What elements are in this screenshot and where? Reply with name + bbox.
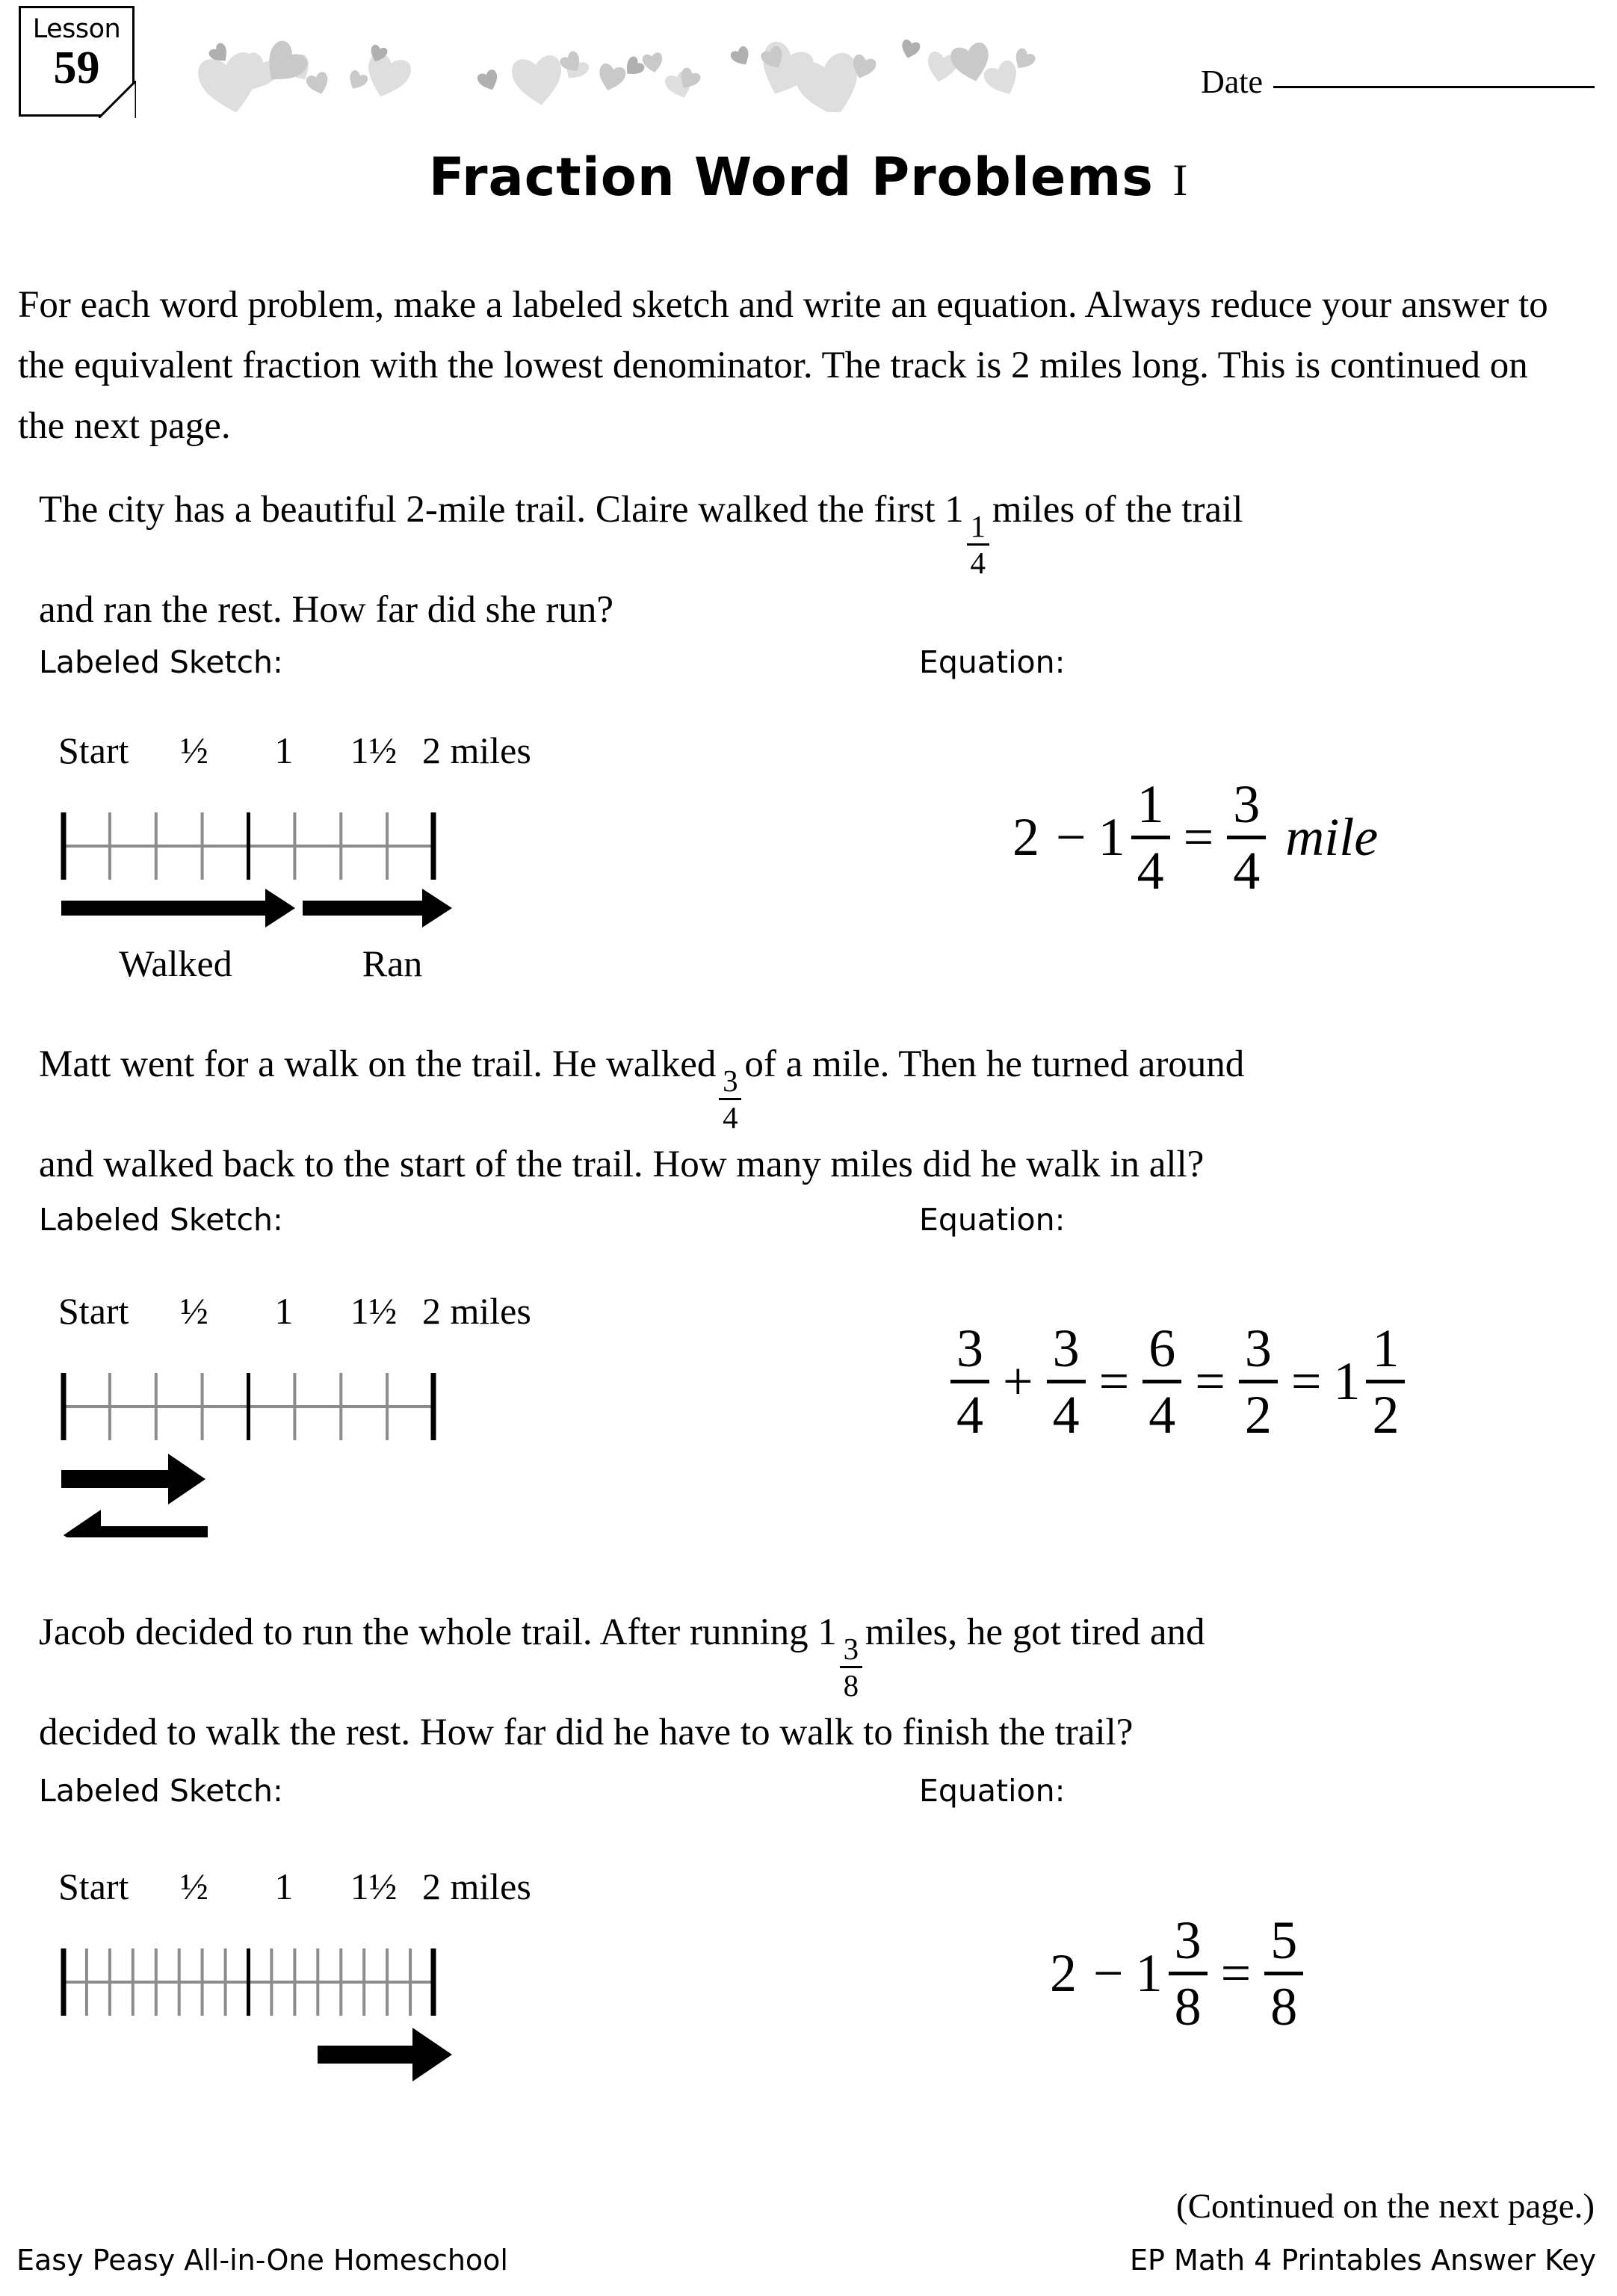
nl2-label-one-and-half: 1½ (350, 1290, 398, 1332)
problem-1-line1a: The city has a beautiful 2-mile trail. Claire walked the first 1 (39, 489, 964, 531)
date-field[interactable] (1201, 63, 1595, 101)
problem-2-equation-label: Equation: (919, 1202, 1066, 1238)
nl3-label-half: ½ (180, 1866, 208, 1907)
page-title-numeral: I (1172, 155, 1189, 205)
eq1-mixed-whole: 1 (1098, 807, 1125, 867)
lesson-badge-word: Lesson (32, 14, 121, 44)
problem-3-equation-label: Equation: (919, 1773, 1066, 1809)
nl2-label-half: ½ (180, 1290, 208, 1332)
eq2-plus-operator: + (1003, 1351, 1033, 1411)
problem-1-ran-label: Ran (362, 942, 423, 984)
eq2-term1-denominator: 4 (956, 1385, 983, 1445)
eq2-equals-1: = (1098, 1351, 1130, 1411)
eq1-result-fraction (1227, 774, 1266, 901)
nl3-label-one-and-half: 1½ (350, 1866, 398, 1907)
problem-1-number-line-graphic (45, 775, 912, 947)
problem-2-numerator: 3 (723, 1064, 738, 1098)
nl2-label-one: 1 (274, 1290, 294, 1332)
nl1-label-two-miles: 2 miles (422, 729, 531, 771)
fraction-bar (1264, 1972, 1303, 1975)
eq3-result-denominator: 8 (1270, 1977, 1298, 2037)
footer-left-text: Easy Peasy All-in-One Homeschool (16, 2244, 508, 2277)
out-arrow (61, 1454, 205, 1505)
eq2-term2-fraction (1047, 1318, 1086, 1445)
problem-1-text (39, 478, 1578, 641)
problem-2-inline-fraction (719, 1065, 741, 1133)
nl1-label-start: Start (58, 729, 129, 771)
eq1-minus-operator: − (1056, 807, 1086, 867)
fraction-bar (1169, 1972, 1208, 1975)
problem-3-number-line-graphic (45, 1911, 912, 2090)
problem-1-line1b: miles of the trail (992, 489, 1243, 531)
eq3-result-numerator: 5 (1270, 1910, 1298, 1970)
problem-2-number-line-labels (45, 1289, 942, 1336)
problem-2-number-line-sketch (45, 1289, 912, 1536)
problem-1-number-line-sketch (45, 729, 912, 984)
eq2-equals-2: = (1195, 1351, 1225, 1411)
eq2-term2-numerator: 3 (1052, 1318, 1080, 1378)
fraction-bar (1239, 1380, 1278, 1383)
nl3-label-start: Start (58, 1866, 129, 1907)
problem-1-number-line-labels (45, 729, 942, 775)
footer-right-text: EP Math 4 Printables Answer Key (1130, 2244, 1596, 2277)
eq3-equals-operator: = (1220, 1943, 1252, 2003)
eq2-sum-denominator: 4 (1148, 1385, 1176, 1445)
problem-2-line1b: of a mile. Then he turned around (744, 1043, 1245, 1085)
problem-1-walked-label: Walked (119, 942, 232, 984)
eq2-mixed-denominator: 2 (1372, 1385, 1400, 1445)
problem-3-numerator: 3 (843, 1632, 859, 1666)
problem-2-text (39, 1033, 1593, 1196)
fraction-bar (1047, 1380, 1086, 1383)
instructions-text: For each word problem, make a labeled sketch and write an equation. Always reduce your answer to the equivalent fraction with the lowest denominator. The track is 2 miles long. This is continued on the next page. (18, 284, 1548, 447)
eq2-mixed-fraction (1366, 1318, 1405, 1445)
fraction-bar (950, 1380, 989, 1383)
eq1-unit: mile (1285, 807, 1379, 867)
fraction-bar (1366, 1380, 1405, 1383)
date-blank-line[interactable] (1273, 86, 1595, 88)
back-arrow (64, 1510, 208, 1537)
problem-2-equation (949, 1318, 1406, 1445)
eq3-minus-operator: − (1093, 1943, 1124, 2003)
eq2-reduced-numerator: 3 (1244, 1318, 1272, 1378)
problem-3-text (39, 1601, 1593, 1764)
nl2-label-two-miles: 2 miles (422, 1290, 531, 1332)
eq1-mixed-denominator: 4 (1137, 841, 1164, 901)
eq1-result-denominator: 4 (1233, 841, 1261, 901)
eq2-term1-fraction (950, 1318, 989, 1445)
problem-2-number-line-graphic (45, 1336, 912, 1537)
problem-3-number-line-labels (45, 1865, 942, 1911)
fraction-bar (1227, 836, 1266, 839)
page-title-text: Fraction Word Problems (428, 146, 1154, 208)
eq2-term2-denominator: 4 (1052, 1385, 1080, 1445)
eq1-equals-operator: = (1183, 807, 1214, 867)
eq3-mixed-fraction (1169, 1910, 1208, 2037)
fraction-bar (1143, 1380, 1181, 1383)
problem-2-labeled-sketch-label: Labeled Sketch: (39, 1202, 283, 1238)
eq1-mixed-fraction (1131, 774, 1170, 901)
eq2-reduced-fraction (1239, 1318, 1278, 1445)
nl1-label-half: ½ (180, 729, 208, 771)
eq1-mixed-numerator: 1 (1137, 774, 1164, 834)
nl3-label-one: 1 (274, 1866, 294, 1907)
nl3-label-two-miles: 2 miles (422, 1866, 531, 1907)
fraction-bar (1131, 836, 1170, 839)
date-label: Date (1200, 64, 1263, 100)
problem-1-equation-label: Equation: (919, 644, 1066, 680)
eq2-reduced-denominator: 2 (1244, 1385, 1272, 1445)
eq3-mixed-denominator: 8 (1174, 1977, 1202, 2037)
eq3-mixed-numerator: 3 (1174, 1910, 1202, 1970)
lesson-badge (19, 6, 135, 117)
walk-rest-arrow (318, 2028, 452, 2081)
eq2-sum-numerator: 6 (1148, 1318, 1176, 1378)
ran-arrow (303, 889, 452, 928)
eq3-term-2: 2 (1050, 1943, 1077, 2003)
eq1-result-numerator: 3 (1233, 774, 1261, 834)
nl1-label-one-and-half: 1½ (350, 729, 398, 771)
problem-3-line1b: miles, he got tired and (865, 1611, 1205, 1653)
eq2-mixed-numerator: 1 (1372, 1318, 1400, 1378)
eq1-term-2: 2 (1012, 807, 1039, 867)
problem-3-line1a: Jacob decided to run the whole trail. After running 1 (39, 1611, 837, 1653)
nl1-label-one: 1 (274, 729, 294, 771)
walked-arrow (61, 889, 295, 928)
problem-3-denominator: 8 (843, 1668, 859, 1703)
problem-1-equation (1012, 774, 1379, 901)
problem-3-inline-fraction (840, 1633, 862, 1701)
problem-2-line1a: Matt went for a walk on the trail. He walked (39, 1043, 717, 1085)
problem-3-equation (1050, 1910, 1305, 2037)
problem-1-labeled-sketch-label: Labeled Sketch: (39, 644, 283, 680)
problem-3-line2: decided to walk the rest. How far did he have to walk to finish the trail? (39, 1712, 1134, 1753)
lesson-badge-number: 59 (53, 43, 100, 93)
eq2-sum-fraction (1143, 1318, 1181, 1445)
eq2-mixed-whole: 1 (1333, 1351, 1361, 1411)
problem-1-inline-fraction (967, 510, 989, 578)
problem-2-denominator: 4 (723, 1100, 738, 1135)
eq2-equals-3: = (1290, 1351, 1322, 1411)
problem-1-denominator: 4 (970, 546, 986, 580)
eq2-term1-numerator: 3 (956, 1318, 983, 1378)
problem-3-number-line-sketch (45, 1865, 912, 2089)
page-header (0, 0, 1617, 127)
problem-2-line2: and walked back to the start of the trail. How many miles did he walk in all? (39, 1144, 1205, 1185)
eq3-result-fraction (1264, 1910, 1303, 2037)
nl2-label-start: Start (58, 1290, 129, 1332)
hearts-confetti-decoration (187, 15, 1054, 112)
problem-1-numerator: 1 (970, 509, 986, 543)
continued-note: (Continued on the next page.) (1176, 2187, 1595, 2226)
page-title (0, 146, 1617, 208)
problem-3-labeled-sketch-label: Labeled Sketch: (39, 1773, 283, 1809)
problem-1-line2: and ran the rest. How far did she run? (39, 589, 613, 631)
eq3-mixed-whole: 1 (1135, 1943, 1163, 2003)
